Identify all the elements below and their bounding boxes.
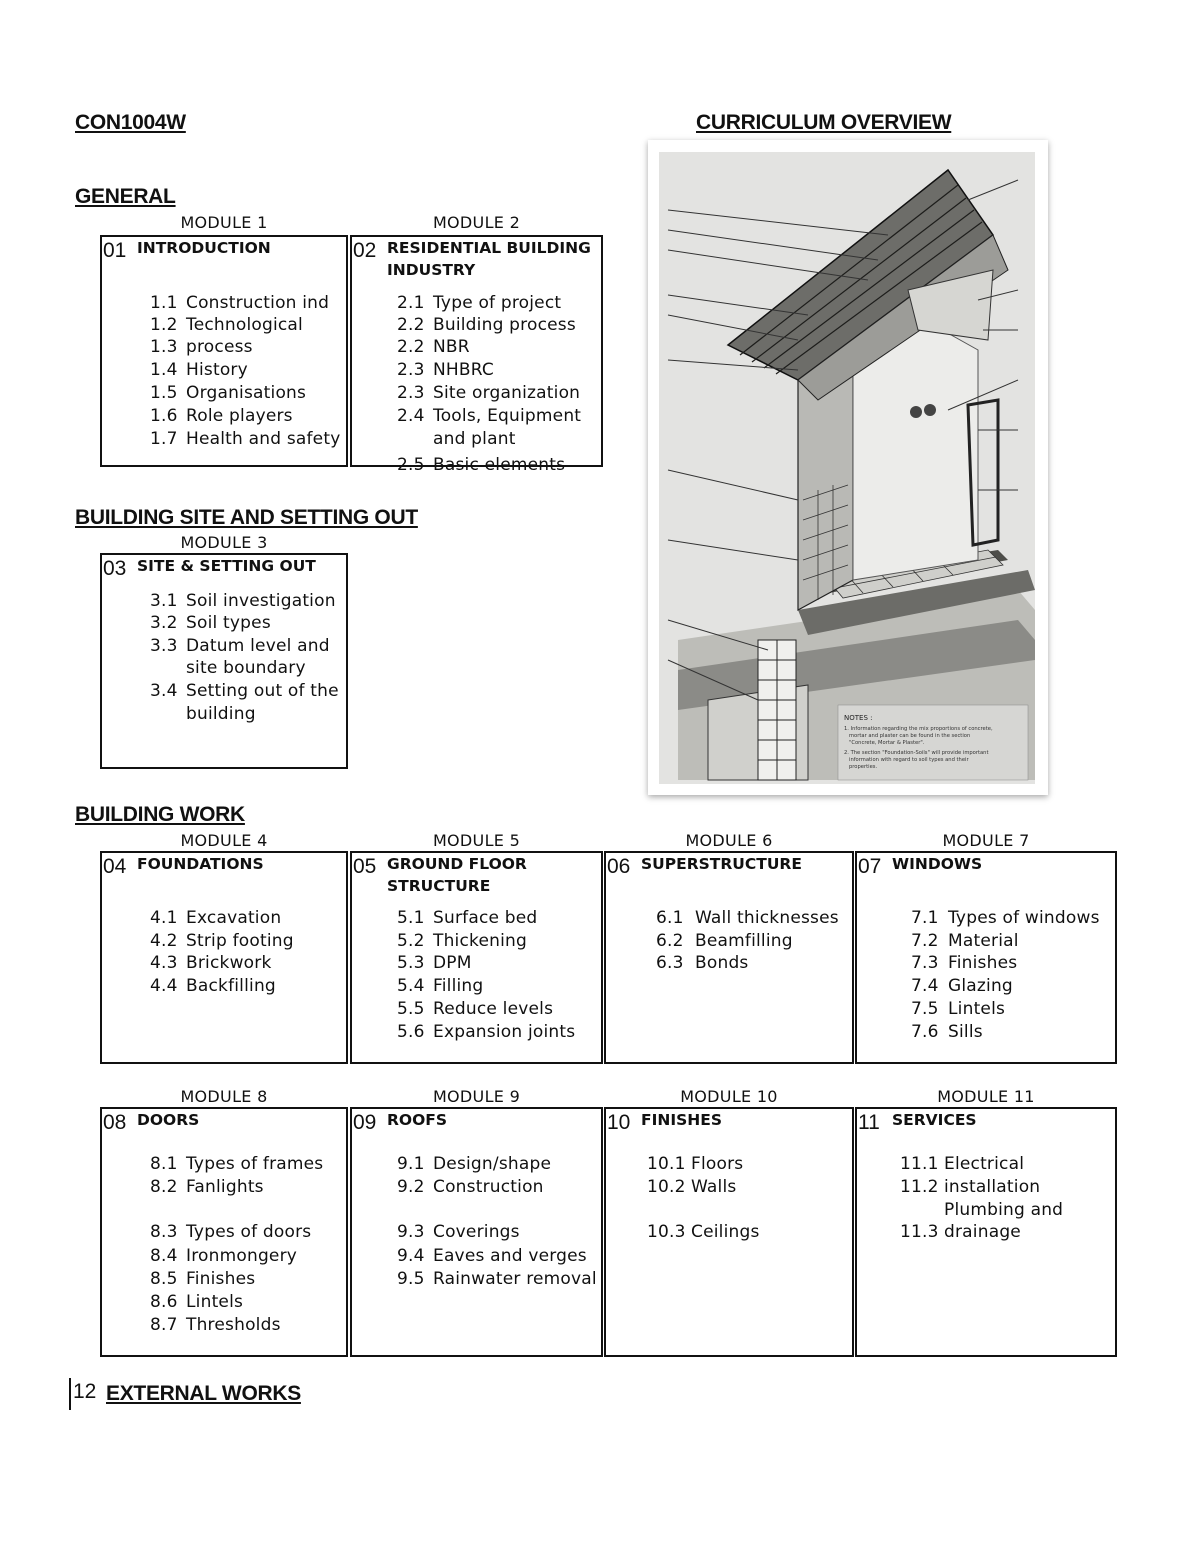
topic-text: Rainwater removal: [433, 1269, 597, 1289]
topic-text: Basic elements: [433, 455, 566, 475]
topic-number: 1.6: [150, 406, 178, 426]
module-box: [855, 1107, 1117, 1357]
topic-text: Excavation: [186, 908, 282, 928]
notes-line: 1. Information regarding the mix proportions of concrete,: [844, 726, 993, 732]
module-label: MODULE 3: [180, 533, 268, 552]
topic-number: 6.3: [656, 953, 684, 973]
topic-text: Lintels: [948, 999, 1006, 1019]
notes-line: mortar and plaster can be found in the section: [849, 733, 971, 739]
module-title: SERVICES: [892, 1111, 977, 1129]
topic-number: 10.2: [647, 1177, 686, 1197]
topic-number: 4.2: [150, 931, 178, 951]
notes-line: information with regard to soil types and their: [849, 757, 969, 763]
topic-number: 7.2: [911, 931, 939, 951]
topic-text: Technological: [186, 315, 303, 335]
building-section-photo: [648, 140, 1048, 795]
module-box: [350, 235, 603, 475]
topic-text: Site organization: [433, 383, 581, 403]
topic-text: Electrical: [944, 1154, 1025, 1174]
module-number: 07: [858, 855, 882, 878]
module-label: MODULE 11: [937, 1087, 1035, 1106]
topic-number: 7.5: [911, 999, 939, 1019]
topic-number: 2.1: [397, 293, 425, 313]
topic-number: 6.2: [656, 931, 684, 951]
topic-text: NBR: [433, 337, 470, 357]
topic-text: Ironmongery: [186, 1246, 298, 1266]
topic-text: site boundary: [186, 658, 306, 678]
topic-number: 4.1: [150, 908, 178, 928]
topic-number: 1.3: [150, 337, 178, 357]
module-label: MODULE 7: [942, 831, 1030, 850]
notes-heading: NOTES :: [844, 714, 873, 722]
topic-number: 2.2: [397, 315, 425, 335]
building-section-illustration: [648, 140, 1048, 795]
topic-text: Fanlights: [186, 1177, 264, 1197]
topic-text: DPM: [433, 953, 472, 973]
topic-number: 11.1: [900, 1154, 939, 1174]
topic-number: 7.3: [911, 953, 939, 973]
module-label: MODULE 2: [432, 213, 521, 232]
topic-text: Reduce levels: [433, 999, 554, 1019]
module-title: SITE & SETTING OUT: [137, 557, 316, 575]
module-title: GROUND FLOOR STRUCTURE: [387, 855, 527, 895]
topic-number: 9.5: [397, 1269, 425, 1289]
section-heading-external: EXTERNAL WORKS: [106, 1382, 301, 1405]
topic-text: Thickening: [433, 931, 527, 951]
notes-line: 2. The section "Foundation-Soils" will provide important: [844, 750, 989, 756]
topic-text: Types of frames: [186, 1154, 324, 1174]
topic-text: and plant: [433, 429, 516, 449]
topic-number: 1.4: [150, 360, 178, 380]
topic-number: 5.6: [397, 1022, 425, 1042]
module-title: INTRODUCTION: [137, 239, 271, 257]
module-number: 06: [607, 855, 631, 878]
topic-number: 10.1: [647, 1154, 686, 1174]
module-box: [350, 1107, 603, 1357]
topic-number: 1.7: [150, 429, 178, 449]
module-number: 11: [858, 1111, 880, 1134]
topic-text: Wall thicknesses: [695, 908, 839, 928]
topic-number: 3.1: [150, 591, 178, 611]
module-number: 05: [353, 855, 377, 878]
topic-text: History: [186, 360, 248, 380]
topic-number: 8.6: [150, 1292, 178, 1312]
module-number: 03: [103, 557, 127, 580]
topic-text: Datum level and: [186, 636, 330, 656]
module-title: FINISHES: [641, 1111, 722, 1129]
topic-text: Strip footing: [186, 931, 294, 951]
topic-text: Backfilling: [186, 976, 276, 996]
module-box: [604, 1107, 854, 1357]
topic-text: Soil types: [186, 613, 271, 633]
topic-text: Coverings: [433, 1222, 520, 1242]
topic-text: Organisations: [186, 383, 307, 403]
topic-text: Building process: [433, 315, 576, 335]
section-heading-general: GENERAL: [75, 185, 176, 208]
module-number: 01: [103, 239, 127, 262]
topic-text: Tools, Equipment: [433, 406, 582, 426]
topic-number: 5.5: [397, 999, 425, 1019]
external-marker-line: [69, 1378, 71, 1410]
module-box: [100, 1107, 348, 1357]
topic-number: 3.3: [150, 636, 178, 656]
module-label: MODULE 5: [432, 831, 521, 850]
topic-text: Design/shape: [433, 1154, 552, 1174]
topic-text: Lintels: [186, 1292, 244, 1312]
module-label: MODULE 6: [685, 831, 773, 850]
topic-number: 2.5: [397, 455, 425, 475]
topic-number: 9.2: [397, 1177, 425, 1197]
topic-text: process: [186, 337, 253, 357]
module-title: DOORS: [137, 1111, 200, 1129]
topic-text: Role players: [186, 406, 293, 426]
topic-number: 1.2: [150, 315, 178, 335]
topic-number: 5.4: [397, 976, 425, 996]
topic-text: Material: [948, 931, 1019, 951]
module-title: FOUNDATIONS: [137, 855, 264, 873]
notes-line: properties.: [849, 764, 878, 770]
section-heading-site: BUILDING SITE AND SETTING OUT: [75, 506, 418, 529]
module-box: [100, 851, 348, 1064]
topic-text: Health and safety: [186, 429, 341, 449]
topic-number: 8.7: [150, 1315, 178, 1335]
topic-number: 9.1: [397, 1154, 425, 1174]
topic-number: 8.5: [150, 1269, 178, 1289]
topic-text: Eaves and verges: [433, 1246, 587, 1266]
topic-number: 4.3: [150, 953, 178, 973]
topic-number: 8.3: [150, 1222, 178, 1242]
topic-text: Expansion joints: [433, 1022, 576, 1042]
topic-number: 5.3: [397, 953, 425, 973]
topic-text: Filling: [433, 976, 484, 996]
module-title: ROOFS: [387, 1111, 448, 1129]
topic-text: Bonds: [695, 953, 749, 973]
topic-number: 8.1: [150, 1154, 178, 1174]
topic-text: NHBRC: [433, 360, 494, 380]
module-label: MODULE 1: [180, 213, 268, 232]
topic-number: 6.1: [656, 908, 684, 928]
topic-text: Finishes: [186, 1269, 256, 1289]
module-number: 02: [353, 239, 377, 262]
topic-number: 7.1: [911, 908, 939, 928]
topic-number: 3.4: [150, 681, 178, 701]
topic-text: Ceilings: [691, 1222, 760, 1242]
topic-text: Finishes: [948, 953, 1018, 973]
topic-number: 10.3: [647, 1222, 686, 1242]
module-box: [100, 553, 348, 769]
topic-number: 9.4: [397, 1246, 425, 1266]
section-heading-work: BUILDING WORK: [75, 803, 245, 826]
topic-number: 2.4: [397, 406, 425, 426]
topic-number: 2.3: [397, 360, 425, 380]
topic-text: Sills: [948, 1022, 983, 1042]
module-number: 10: [607, 1111, 631, 1134]
topic-number: 3.2: [150, 613, 178, 633]
topic-number: 8.2: [150, 1177, 178, 1197]
topic-text: Beamfilling: [695, 931, 793, 951]
module-number: 04: [103, 855, 127, 878]
topic-text: Thresholds: [186, 1315, 281, 1335]
topic-number: 11.2: [900, 1177, 939, 1197]
topic-text: building: [186, 704, 256, 724]
module-label: MODULE 8: [180, 1087, 268, 1106]
document-title: CURRICULUM OVERVIEW: [696, 111, 952, 134]
topic-number: 1.1: [150, 293, 178, 313]
module-box: [604, 851, 854, 1064]
topic-text: Setting out of the: [186, 681, 339, 701]
module-number: 08: [103, 1111, 127, 1134]
module-title: SUPERSTRUCTURE: [641, 855, 802, 873]
topic-text: installation: [944, 1177, 1041, 1197]
module-box: [855, 851, 1117, 1064]
topic-text: Types of doors: [186, 1222, 312, 1242]
topic-text: Surface bed: [433, 908, 538, 928]
topic-text: Types of windows: [948, 908, 1100, 928]
topic-number: 4.4: [150, 976, 178, 996]
topic-number: 7.4: [911, 976, 939, 996]
module-box: [100, 235, 348, 467]
notes-line: "Concrete, Mortar & Plaster".: [849, 740, 925, 746]
topic-number: 9.3: [397, 1222, 425, 1242]
topic-number: 11.3: [900, 1222, 939, 1242]
topic-text: Construction: [433, 1177, 544, 1197]
module-number: 09: [353, 1111, 377, 1134]
topic-number: 2.2: [397, 337, 425, 357]
topic-text: Glazing: [948, 976, 1013, 996]
topic-text: Walls: [691, 1177, 737, 1197]
topic-text: Plumbing and: [944, 1200, 1064, 1220]
module-label: MODULE 9: [432, 1087, 521, 1106]
course-code: CON1004W: [75, 111, 186, 134]
topic-text: Floors: [691, 1154, 744, 1174]
topic-number: 1.5: [150, 383, 178, 403]
topic-number: 5.2: [397, 931, 425, 951]
module-label: MODULE 4: [180, 831, 268, 850]
topic-number: 5.1: [397, 908, 425, 928]
topic-text: Type of project: [433, 293, 562, 313]
topic-number: 2.3: [397, 383, 425, 403]
topic-number: 8.4: [150, 1246, 178, 1266]
topic-text: Soil investigation: [186, 591, 336, 611]
module-number-external: 12: [73, 1380, 97, 1403]
module-title: RESIDENTIAL BUILDING INDUSTRY: [387, 239, 591, 279]
module-title: WINDOWS: [892, 855, 983, 873]
topic-text: Construction ind: [186, 293, 330, 313]
module-box: [350, 851, 603, 1064]
module-label: MODULE 10: [680, 1087, 778, 1106]
topic-number: 7.6: [911, 1022, 939, 1042]
topic-text: Brickwork: [186, 953, 272, 973]
topic-text: drainage: [944, 1222, 1021, 1242]
